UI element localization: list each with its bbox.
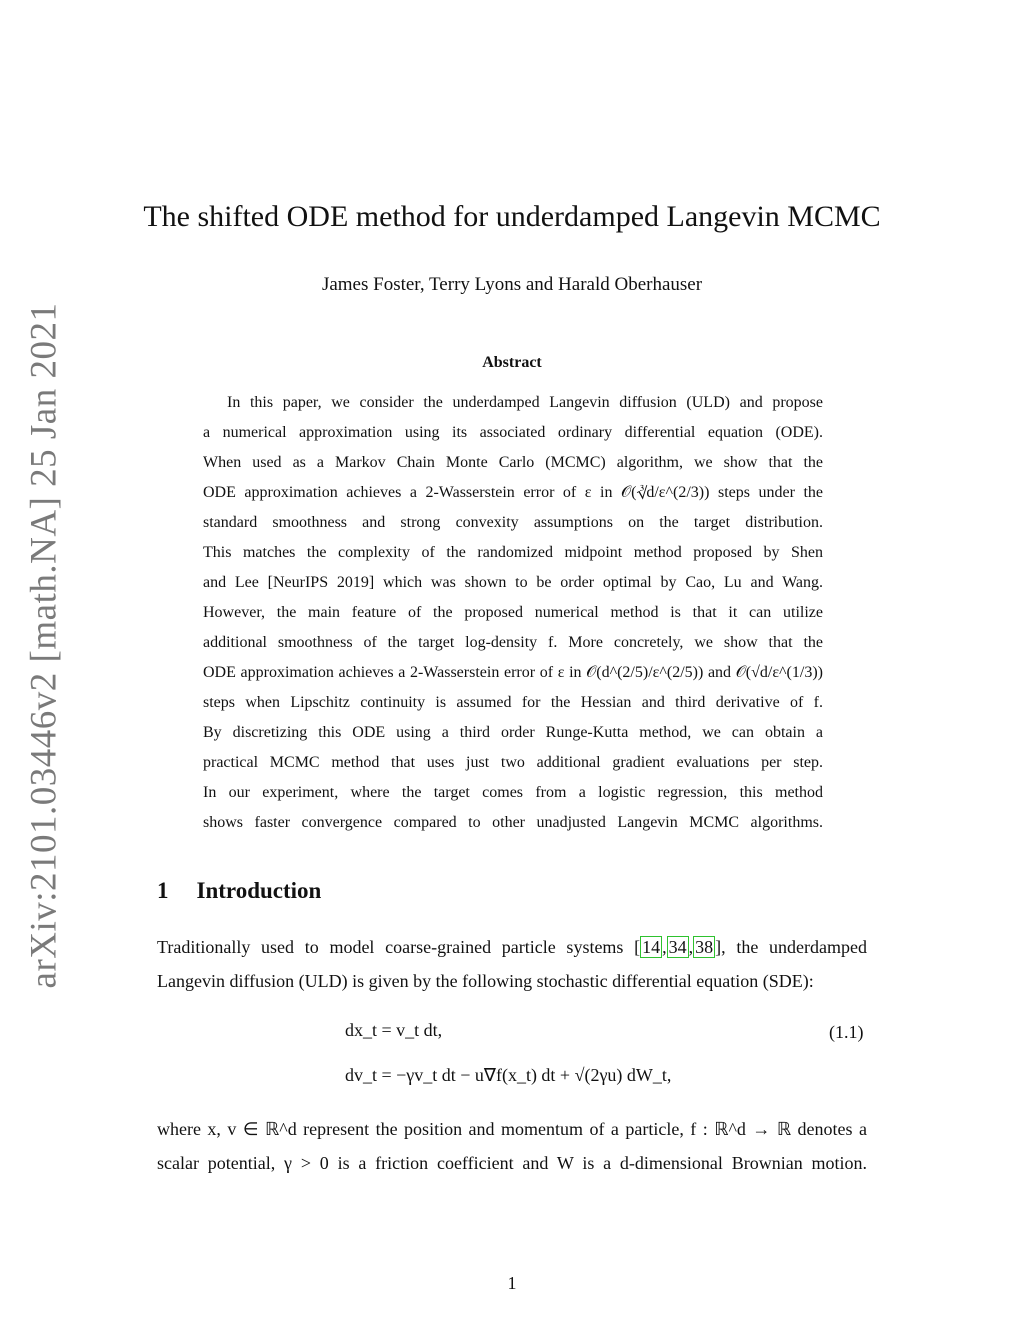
citation-link[interactable]: 38 [695, 937, 714, 957]
equation-line-1: dx_t = v_t dt, [345, 1020, 443, 1040]
abstract-line: ODE approximation achieves a 2-Wasserstein error of ε in 𝒪(d^(2/5)/ε^(2/5)) and 𝒪(√d/ε^(1/3)) [203, 664, 823, 681]
abstract-line: additional smoothness of the target log-density f. More concretely, we show that the [203, 634, 823, 651]
section-number: 1 [157, 878, 169, 903]
abstract-line: In this paper, we consider the underdamped Langevin diffusion (ULD) and propose [227, 394, 823, 411]
paper-title: The shifted ODE method for underdamped Langevin MCMC [143, 200, 881, 233]
after-eq-line-1: where x, v ∈ ℝ^d represent the position and momentum of a particle, f : ℝ^d → ℝ denotes a [157, 1119, 867, 1139]
equation-line-2: dv_t = −γv_t dt − u∇f(x_t) dt + √(2γu) dW_t, [345, 1065, 672, 1085]
abstract-line: shows faster convergence compared to other unadjusted Langevin MCMC algorithms. [203, 814, 823, 831]
abstract-line: steps when Lipschitz continuity is assumed for the Hessian and third derivative of f. [203, 694, 823, 711]
page-number: 1 [507, 1273, 517, 1293]
section-heading-introduction [157, 878, 321, 904]
intro-text: Traditionally used to model coarse-grained particle systems [ [157, 937, 641, 957]
intro-line-1: Traditionally used to model coarse-grained particle systems [ 14 , 34 , 38 ], the underdamped [157, 937, 867, 957]
abstract-line: By discretizing this ODE using a third order Runge-Kutta method, we can obtain a [203, 724, 823, 741]
abstract-line: This matches the complexity of the randomized midpoint method proposed by Shen [203, 544, 823, 561]
after-eq-line-2: scalar potential, γ > 0 is a friction coefficient and W is a d-dimensional Brownian motion. [157, 1153, 867, 1173]
abstract-body [203, 388, 823, 838]
abstract-line: In our experiment, where the target comes from a logistic regression, this method [203, 784, 823, 801]
abstract-line: and Lee [NeurIPS 2019] which was shown to be order optimal by Cao, Lu and Wang. [203, 574, 823, 591]
intro-line-2: Langevin diffusion (ULD) is given by the following stochastic differential equation (SDE): [157, 971, 814, 991]
section-title: Introduction [196, 878, 322, 903]
intro-paragraph [157, 930, 867, 998]
after-equation-paragraph [157, 1112, 867, 1180]
abstract-line: However, the main feature of the proposed numerical method is that it can utilize [203, 604, 823, 621]
abstract-line: standard smoothness and strong convexity assumptions on the target distribution. [203, 514, 823, 531]
equation-number: (1.1) [829, 1022, 864, 1042]
citation-link[interactable]: 14 [642, 937, 661, 957]
abstract-heading: Abstract [482, 354, 542, 371]
arxiv-identifier [18, 302, 70, 988]
arxiv-identifier-text: arXiv:2101.03446v2 [math.NA] 25 Jan 2021 [23, 302, 65, 988]
abstract-line: a numerical approximation using its associated ordinary differential equation (ODE). [203, 424, 823, 441]
abstract-line: ODE approximation achieves a 2-Wasserstein error of ε in 𝒪(∛d/ε^(2/3)) steps under the [203, 484, 823, 501]
paper-authors: James Foster, Terry Lyons and Harald Oberhauser [321, 274, 703, 295]
abstract-line: practical MCMC method that uses just two additional gradient evaluations per step. [203, 754, 823, 771]
abstract-line: When used as a Markov Chain Monte Carlo (MCMC) algorithm, we show that the [203, 454, 823, 471]
intro-text: ], the underdamped [715, 937, 867, 957]
citation-link[interactable]: 34 [668, 937, 687, 957]
